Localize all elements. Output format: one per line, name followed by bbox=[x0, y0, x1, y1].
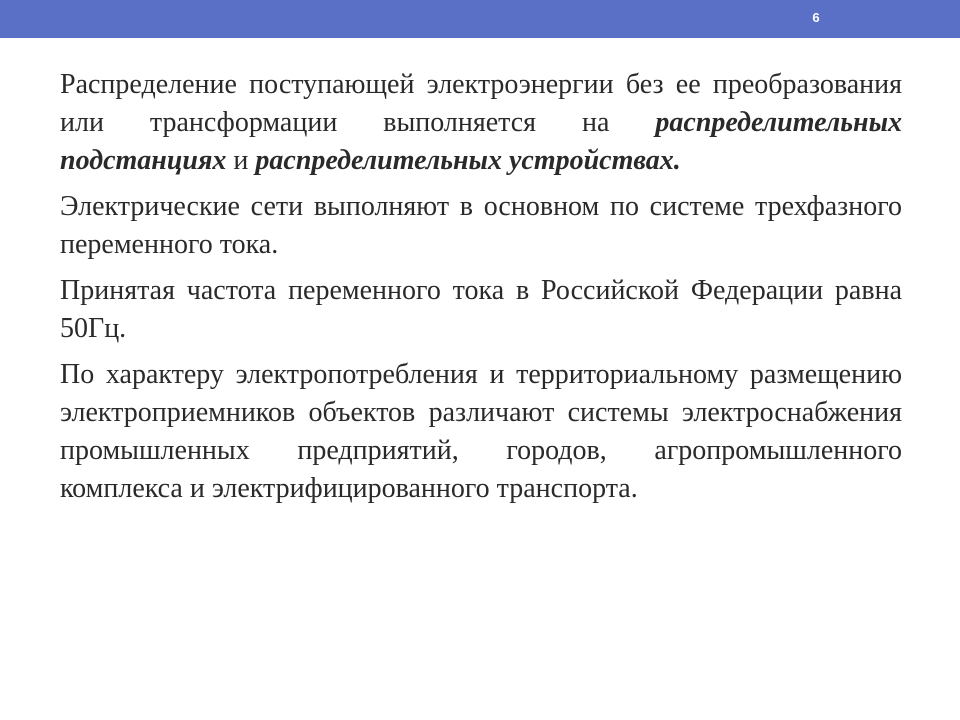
emphasis-substations: распределительных подстанциях bbox=[60, 107, 902, 176]
paragraph-distribution-conjunction: и bbox=[226, 145, 256, 176]
paragraph-frequency: Принятая частота переменного тока в Российской Федерации равна 50Гц. bbox=[60, 275, 902, 344]
emphasis-devices: распределительных устройствах. bbox=[255, 145, 681, 176]
page-number: 6 bbox=[812, 10, 820, 25]
paragraph-networks: Электрические сети выполняют в основном по системе трехфазного переменного тока. bbox=[60, 191, 902, 260]
header-bar bbox=[0, 0, 960, 38]
paragraph-distribution-text: Распределение поступающей электроэнергии без ее преобразования или трансформации выполняется на bbox=[60, 69, 902, 138]
slide-body bbox=[60, 66, 902, 516]
paragraph-consumption: По характеру электропотребления и территориальному размещению электроприемников объектов различают системы электроснабжения промышленных предприятий, городов, агропромышленного комплекса и электрифицированного транспорта. bbox=[60, 359, 902, 504]
paragraph-distribution bbox=[60, 66, 902, 180]
